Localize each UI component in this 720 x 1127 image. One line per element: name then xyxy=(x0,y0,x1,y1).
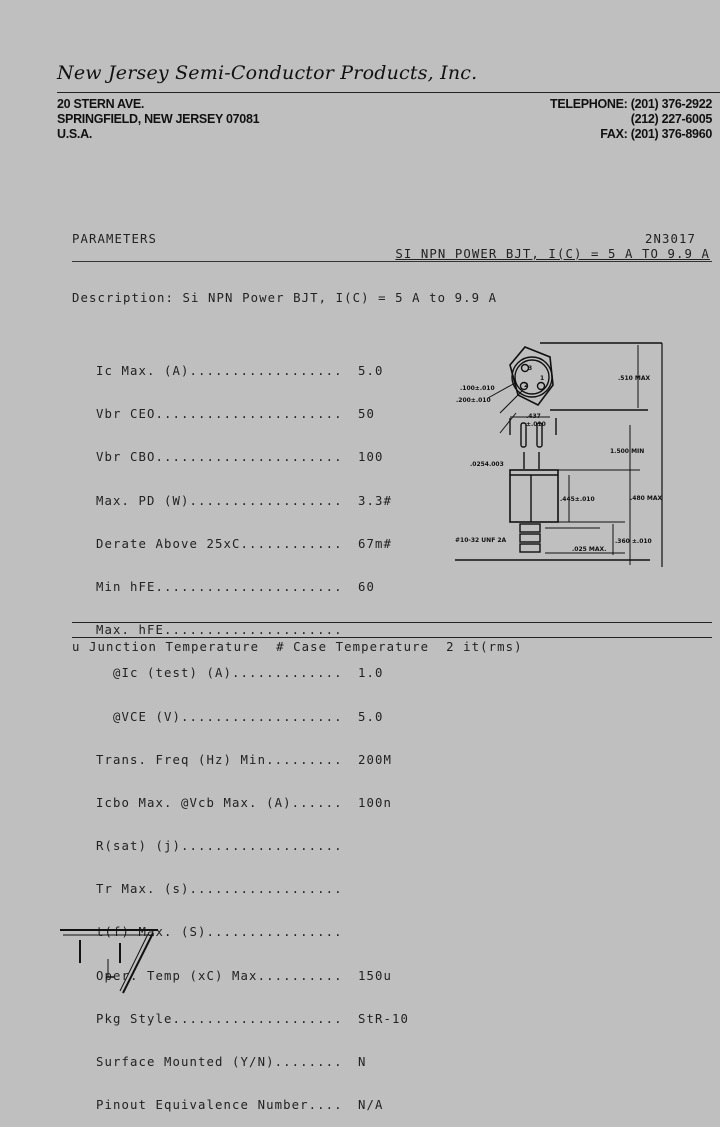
spec-row xyxy=(96,537,409,552)
spec-value: StR-10 xyxy=(358,1011,410,1026)
spec-label: @Ic (test) (A)............. xyxy=(96,666,343,681)
spec-label: t(f) Max. (S)................ xyxy=(96,925,343,940)
package-outline-drawing xyxy=(440,335,680,570)
spec-label: Vbr CEO...................... xyxy=(96,407,343,422)
spec-row xyxy=(96,450,409,465)
dim-label: .510 MAX xyxy=(618,375,651,382)
spec-row xyxy=(96,753,409,768)
dim-label: .100±.010 xyxy=(460,385,495,392)
company-name: New Jersey Semi-Conductor Products, Inc. xyxy=(57,62,478,84)
spec-label: Min hFE...................... xyxy=(96,579,343,594)
footer-rule-1 xyxy=(72,622,712,623)
telephone-line: TELEPHONE: (201) 376-2922 xyxy=(549,97,712,111)
pin-label: 2 xyxy=(524,382,529,389)
dim-label: .025 MAX. xyxy=(572,546,607,553)
spec-row xyxy=(96,710,409,725)
part-subtitle: SI NPN POWER BJT, I(C) = 5 A TO 9.9 A xyxy=(395,247,710,261)
spec-row xyxy=(96,796,409,811)
header-rule xyxy=(57,92,720,93)
address-line: U.S.A. xyxy=(57,127,93,141)
pin-label: 1 xyxy=(540,375,545,382)
spec-label: Surface Mounted (Y/N)........ xyxy=(96,1055,343,1069)
spec-row xyxy=(96,882,409,897)
pin-label: 3 xyxy=(528,365,533,372)
spec-value: N xyxy=(358,1055,367,1069)
spec-value: 60 xyxy=(358,579,376,594)
dim-label: 1.500 MIN xyxy=(610,448,645,455)
company-logo-icon xyxy=(58,925,163,997)
spec-value: 1.0 xyxy=(358,666,384,681)
spec-label: Max. hFE..................... xyxy=(96,623,343,638)
spec-label: Max. PD (W).................. xyxy=(96,493,343,508)
address-line: SPRINGFIELD, NEW JERSEY 07081 xyxy=(57,112,260,126)
spec-label: Pkg Style.................... xyxy=(96,1011,343,1026)
spec-label: Ic Max. (A).................. xyxy=(96,364,343,378)
spec-row xyxy=(96,1012,409,1027)
spec-label: Oper. Temp (xC) Max.......... xyxy=(96,968,343,983)
section-rule xyxy=(72,261,712,262)
spec-label: Trans. Freq (Hz) Min......... xyxy=(96,752,343,767)
spec-value: 5.0 xyxy=(358,709,384,724)
dim-label: .200±.010 xyxy=(456,397,491,404)
spec-value: 50 xyxy=(358,407,376,422)
dim-label: .480 MAX xyxy=(630,495,663,502)
spec-row xyxy=(96,666,409,681)
spec-value: 150u xyxy=(358,968,393,983)
spec-label: Vbr CBO...................... xyxy=(96,450,343,465)
part-number: 2N3017 xyxy=(644,232,696,246)
footnote: u Junction Temperature # Case Temperature 2 it(rms) xyxy=(72,640,523,654)
section-label: PARAMETERS xyxy=(72,232,158,246)
spec-value: 200M xyxy=(358,752,393,767)
spec-value: 100 xyxy=(358,450,384,465)
dim-label: .0254.003 xyxy=(470,461,504,468)
company-contact xyxy=(550,97,712,142)
spec-label: R(sat) (j)................... xyxy=(96,839,343,854)
spec-row xyxy=(96,839,409,854)
spec-label: @VCE (V)................... xyxy=(96,709,343,724)
dim-label: ±.010 xyxy=(526,421,546,428)
dim-label: .437 xyxy=(526,413,541,420)
spec-value: 5.0 xyxy=(358,364,384,378)
telephone-line: (212) 227-6005 xyxy=(630,112,712,126)
dim-label: .360 ±.010 xyxy=(615,538,652,545)
fax-line: FAX: (201) 376-8960 xyxy=(600,127,712,141)
spec-label: Pinout Equivalence Number.... xyxy=(96,1098,343,1113)
spec-value: 3.3# xyxy=(358,493,393,508)
description: Description: Si NPN Power BJT, I(C) = 5 A to 9.9 A xyxy=(72,291,498,305)
address-line: 20 STERN AVE. xyxy=(57,97,145,111)
dim-label: #10-32 UNF 2A xyxy=(455,537,507,544)
spec-label: Tr Max. (s).................. xyxy=(96,882,343,897)
spec-label: Icbo Max. @Vcb Max. (A)...... xyxy=(96,795,343,810)
spec-row xyxy=(96,364,409,379)
spec-row xyxy=(96,1055,409,1070)
spec-row xyxy=(96,407,409,422)
spec-value: 100n xyxy=(358,795,393,810)
spec-label: Derate Above 25xC............ xyxy=(96,536,343,551)
spec-table xyxy=(96,336,409,1127)
spec-row xyxy=(96,1098,409,1113)
footer-rule-2 xyxy=(72,637,712,638)
spec-row xyxy=(96,580,409,595)
spec-row xyxy=(96,494,409,509)
company-address xyxy=(57,97,259,142)
dim-label: .445±.010 xyxy=(560,496,595,503)
spec-value: N/A xyxy=(358,1098,384,1113)
spec-value: 67m# xyxy=(358,536,393,551)
